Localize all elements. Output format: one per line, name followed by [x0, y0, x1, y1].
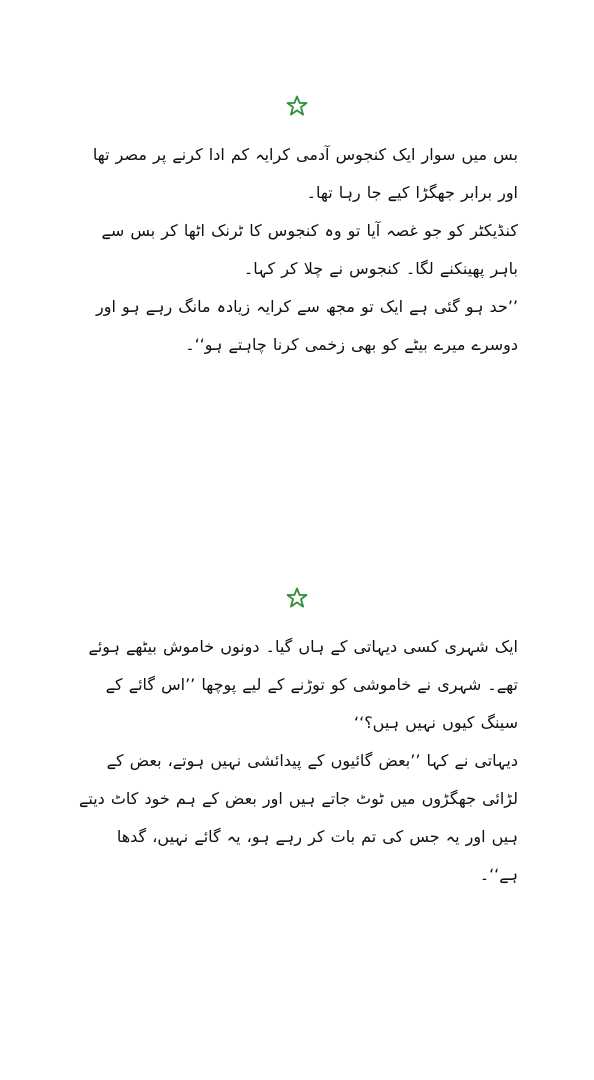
separator [76, 586, 518, 610]
joke-1-paragraph-1: بس میں سوار ایک کنجوس آدمی کرایہ کم ادا کرنے پر مصر تھا اور برابر جھگڑا کیے جا رہا تھا۔ [92, 145, 518, 202]
joke-2-paragraph-2: دیہاتی نے کہا ’’بعض گائیوں کے پیدائشی نہیں ہوتے، بعض کے لڑائی جھگڑوں میں ٹوٹ جاتے ہیں اور بعض کے ہم خود کاٹ دیتے ہیں اور یہ جس کی تم بات کر رہے ہو، یہ گائے نہیں، گدھا ہے‘‘۔ [78, 751, 518, 884]
joke-2-paragraph-1: ایک شہری کسی دیہاتی کے ہاں گیا۔ دونوں خاموش بیٹھے ہوئے تھے۔ شہری نے خاموشی کو توڑنے کے لیے پوچھا ’’اس گائے کے سینگ کیوں نہیں ہیں؟‘‘ [88, 637, 518, 732]
joke-1-paragraph-2: کنڈیکٹر کو جو غصہ آیا تو وہ کنجوس کا ٹرنک اٹھا کر بس سے باہر پھینکنے لگا۔ کنجوس نے چلا کر کہا۔ [101, 221, 518, 278]
joke-1 [76, 94, 518, 364]
joke-1-paragraph-3: ’’حد ہو گئی ہے ایک تو مجھ سے کرایہ زیادہ مانگ رہے ہو اور دوسرے میرے بیٹے کو بھی زخمی کرنا چاہتے ہو‘‘۔ [96, 297, 518, 354]
joke-2 [76, 586, 518, 894]
star-outline-icon [285, 94, 309, 118]
separator [76, 94, 518, 118]
star-outline-icon [285, 586, 309, 610]
